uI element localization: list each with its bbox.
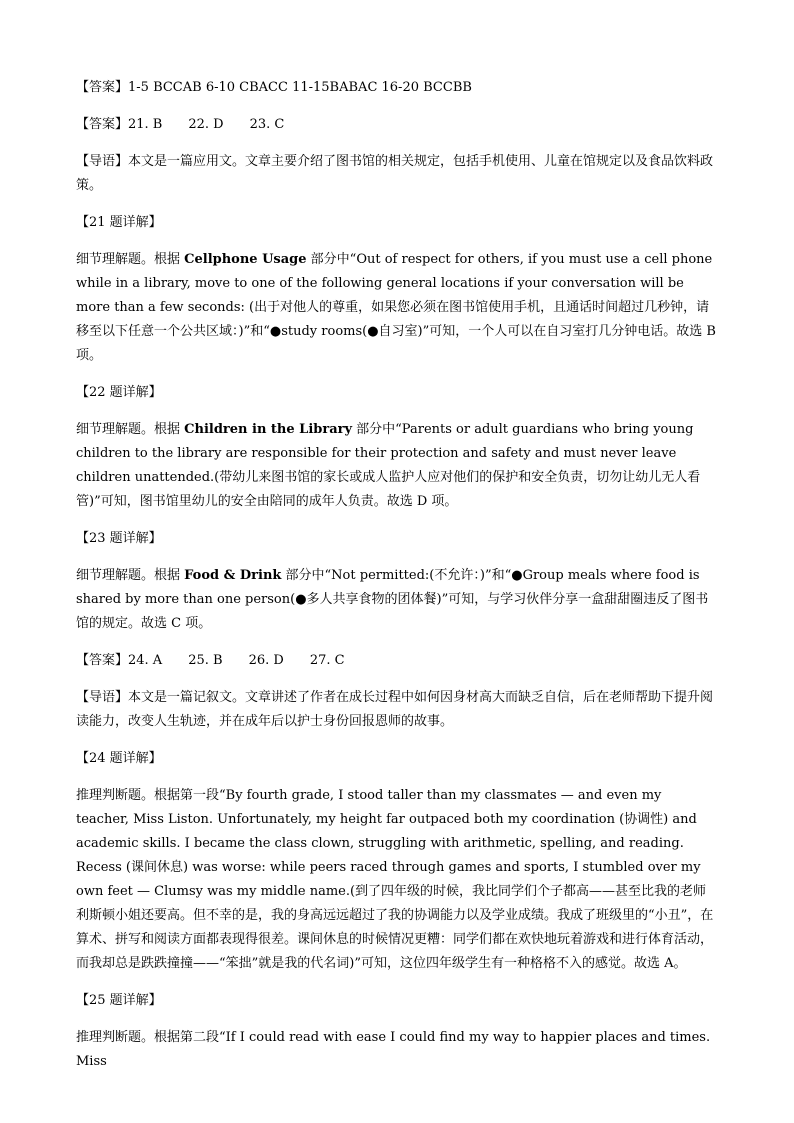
answer-line-3: 【答案】24. A 25. B 26. D 27. C [76,653,345,668]
explanation-q24: 推理判断题。根据第一段“By fourth grade, I stood taller than my classmates — and even my teacher, Miss Liston. Unfortunately, my height far outpaced both my coordination (协调性) and academic skills. I became the class clown, struggling with arithmetic, spelling, and reading. Recess (课间休息) was worse: while peers raced through games and sports, I stumbled over my own feet — Clumsy was my middle name.(到了四年级的时候，我比同学们个子都高——甚至比我的老师利斯顿小姐还要高。但不幸的是，我的身高远远超过了我的协调能力以及学业成绩。我成了班级里的“小丑”，在算术、拼写和阅读方面都表现得很差。课间休息的时候情况更糟：同学们都在欢快地玩着游戏和进行体育活动，而我却总是跌跌撞撞——“笨拙”就是我的代名词)”可知，这位四年级学生有一种格格不入的感觉。故选 A。 [76,788,714,971]
heading-q21: 【21 题详解】 [76,215,162,230]
intro-paragraph-1: 【导语】本文是一篇应用文。文章主要介绍了图书馆的相关规定，包括手机使用、儿童在馆规定以及食品饮料政策。 [76,154,714,193]
answer-line-2: 【答案】21. B 22. D 23. C [76,117,285,132]
explanation-q25: 推理判断题。根据第二段“If I could read with ease I could find my way to happier places and times. Miss [76,1030,711,1069]
explanation-q23: 细节理解题。根据 Food & Drink 部分中“Not permitted:(不允许：)”和“●Group meals where food is shared by more than one person(●多人共享食物的团体餐)”可知，与学习伙伴分享一盒甜甜圈违反了图书馆的规定。故选 C 项。 [76,568,709,631]
explanation-q22: 细节理解题。根据 Children in the Library 部分中“Parents or adult guardians who bring young children to the library are responsible for their protection and safety and must never leave children unattended.(带幼儿来图书馆的家长或成人监护人应对他们的保护和安全负责，切勿让幼儿无人看管)”可知，图书馆里幼儿的安全由陪同的成年人负责。故选 D 项。 [76,422,701,509]
heading-q25: 【25 题详解】 [76,993,162,1008]
heading-q22: 【22 题详解】 [76,385,162,400]
intro-paragraph-2: 【导语】本文是一篇记叙文。文章讲述了作者在成长过程中如何因身材高大而缺乏自信，后在老师帮助下提升阅读能力，改变人生轨迹，并在成年后以护士身份回报恩师的故事。 [76,690,714,729]
answer-line-1: 【答案】1-5 BCCAB 6-10 CBACC 11-15BABAC 16-20 BCCBB [76,80,472,95]
heading-q23: 【23 题详解】 [76,531,162,546]
document-page [76,76,716,1074]
heading-q24: 【24 题详解】 [76,751,162,766]
explanation-q21: 细节理解题。根据 Cellphone Usage 部分中“Out of respect for others, if you must use a cell phone while in a library, move to one of the following general locations if your conversation will be more than a few seconds: (出于对他人的尊重，如果您必须在图书馆使用手机，且通话时间超过几秒钟，请移至以下任意一个公共区域：)”和“●study rooms(●自习室)”可知，一个人可以在自习室打几分钟电话。故选 B 项。 [76,252,716,363]
